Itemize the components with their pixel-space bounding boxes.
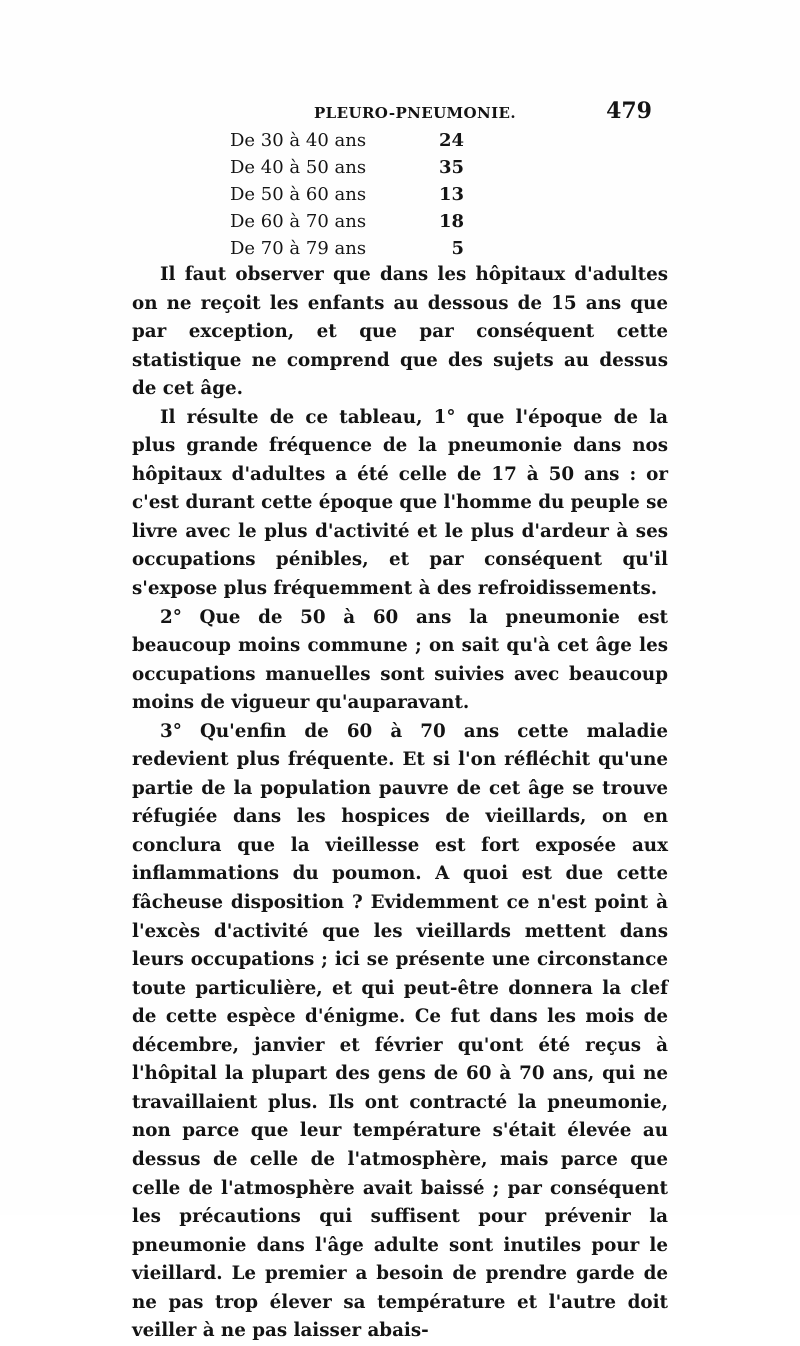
running-title: PLEURO-PNEUMONIE. bbox=[314, 104, 517, 122]
case-count: 35 bbox=[438, 157, 464, 178]
age-range-label: De 30 à 40 ans bbox=[230, 130, 367, 151]
case-count: 13 bbox=[438, 184, 464, 205]
case-count: 5 bbox=[451, 238, 464, 259]
page-header bbox=[134, 98, 664, 126]
paragraph-conclusion-2: 2° Que de 50 à 60 ans la pneumonie est beaucoup moins commune ; on sait qu'à cet âge les occupations manuelles sont suivies avec beaucoup moins de vigueur qu'auparavant. bbox=[132, 606, 668, 714]
age-range-label: De 40 à 50 ans bbox=[230, 157, 367, 178]
age-range-label: De 50 à 60 ans bbox=[230, 184, 367, 205]
paragraph-conclusion-1: Il résulte de ce tableau, 1° que l'époque de la plus grande fréquence de la pneumonie dans nos hôpitaux d'adultes a été celle de 17 à 50 ans : or c'est durant cette époque que l'homme du peuple se livre avec le plus d'activité et le plus d'ardeur à ses occupations pénibles, et par conséquent qu'il s'expose plus fréquemment à des refroidissements. bbox=[132, 406, 669, 600]
age-range-label: De 60 à 70 ans bbox=[230, 211, 367, 232]
body-text bbox=[132, 261, 668, 1346]
age-range-label: De 70 à 79 ans bbox=[230, 238, 367, 259]
table-row bbox=[230, 235, 490, 262]
paragraph-observation: Il faut observer que dans les hôpitaux d'adultes on ne reçoit les enfants au dessous de 15 ans que par exception, et que par conséquent cette statistique ne comprend que des sujets au dessus de cet âge. bbox=[132, 264, 668, 400]
table-row bbox=[230, 208, 490, 235]
case-count: 18 bbox=[438, 211, 464, 232]
page-number: 479 bbox=[606, 98, 652, 124]
case-count: 24 bbox=[438, 130, 464, 151]
table-row bbox=[230, 127, 490, 154]
age-statistics-table bbox=[230, 127, 490, 262]
table-row bbox=[230, 154, 490, 181]
paragraph-conclusion-3: 3° Qu'enfin de 60 à 70 ans cette maladie redevient plus fréquente. Et si l'on réfléchit qu'une partie de la population pauvre de cet âge se trouve réfugiée dans les hospices de vieillards, on en conclura que la vieillesse est fort exposée aux inflammations du poumon. A quoi est due cette fâcheuse disposition ? Evidemment ce n'est point à l'excès d'activité que les vieillards mettent dans leurs occupations ; ici se présente une circonstance toute particulière, et qui peut-être donnera la clef de cette espèce d'énigme. Ce fut dans les mois de décembre, janvier et février qu'ont été reçus à l'hôpital la plupart des gens de 60 à 70 ans, qui ne travaillaient plus. Ils ont contracté la pneumonie, non parce que leur température s'était élevée au dessus de celle de l'atmosphère, mais parce que celle de l'atmosphère avait baissé ; par conséquent les précautions qui suffisent pour prévenir la pneumonie dans l'âge adulte sont inutiles pour le vieillard. Le premier a besoin de prendre garde de ne pas trop élever sa température et l'autre doit veiller à ne pas laisser abais- bbox=[132, 720, 668, 1342]
table-row bbox=[230, 181, 490, 208]
